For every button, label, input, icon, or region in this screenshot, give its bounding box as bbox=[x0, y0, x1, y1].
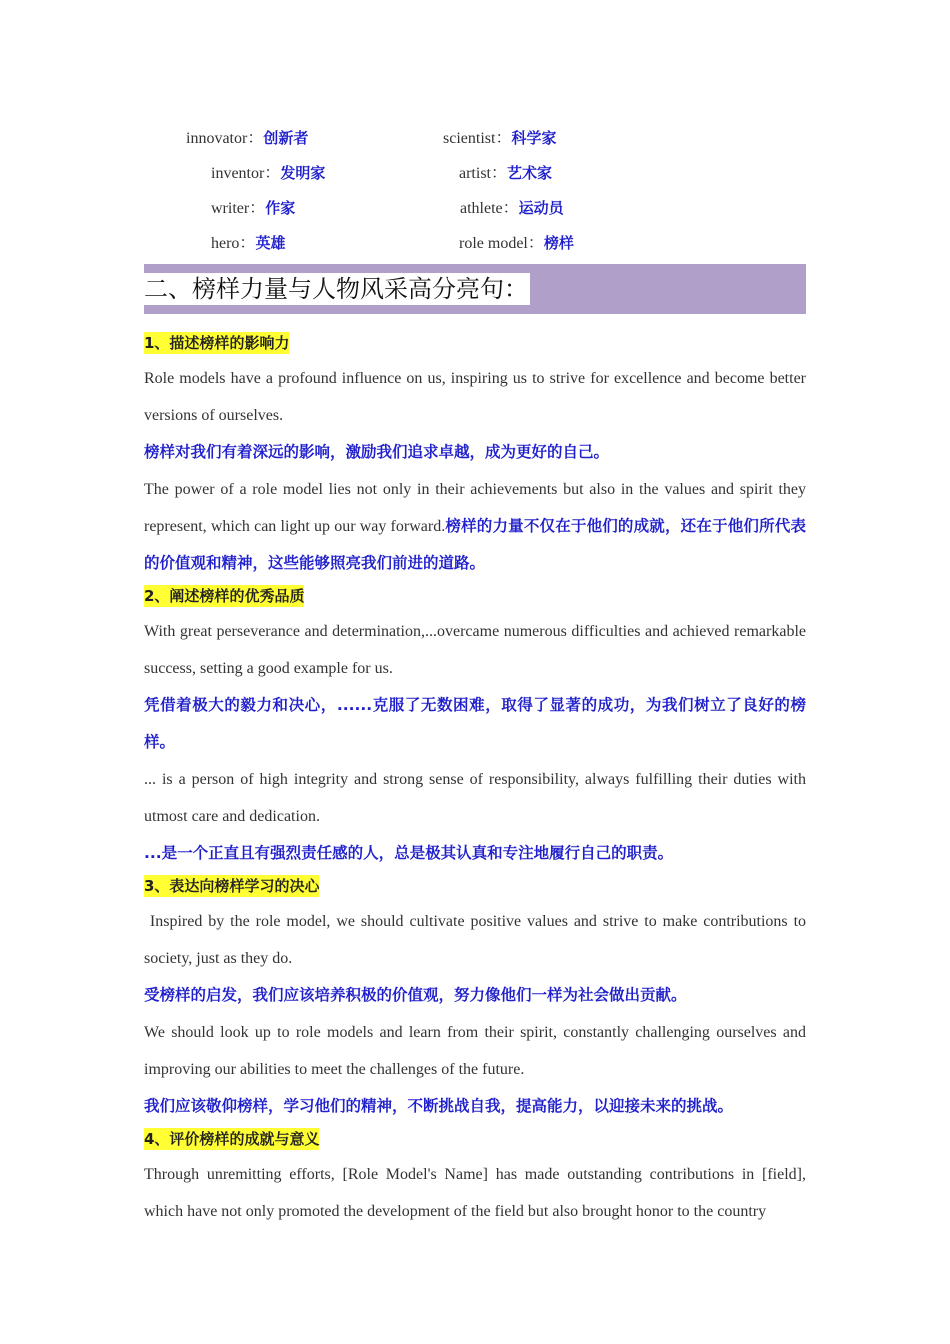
section-1 bbox=[144, 329, 806, 582]
vocab-item-hero bbox=[211, 233, 285, 254]
chinese-translation: 凭借着极大的毅力和决心，......克服了无数困难，取得了显著的成功，为我们树立了良好的榜样。 bbox=[144, 696, 806, 751]
vocab-chinese: 创新者 bbox=[263, 129, 309, 147]
english-sentence: The power of a role model lies not only in their achievements but also in the values and spirit they represent, which can light up our way forward. bbox=[144, 481, 806, 535]
section-title: 二、榜样力量与人物风采高分亮句： bbox=[144, 275, 528, 303]
vocab-english: writer： bbox=[211, 200, 266, 217]
section-2 bbox=[144, 582, 806, 872]
vocab-english: hero： bbox=[211, 235, 256, 252]
vocab-item-inventor bbox=[211, 163, 325, 184]
vocab-item-writer bbox=[211, 198, 295, 219]
english-sentence: Role models have a profound influence on us, inspiring us to strive for excellence and become better versions of ourselves. bbox=[144, 370, 806, 424]
section-heading: 4、评价榜样的成就与意义 bbox=[144, 1130, 320, 1148]
section-4 bbox=[144, 1125, 806, 1230]
section-heading: 1、描述榜样的影响力 bbox=[144, 334, 290, 352]
vocab-chinese: 科学家 bbox=[511, 129, 557, 147]
english-sentence: ... is a person of high integrity and strong sense of responsibility, always fulfilling their duties with utmost care and dedication. bbox=[144, 771, 806, 825]
vocab-chinese: 发明家 bbox=[280, 164, 326, 182]
section-heading: 2、阐述榜样的优秀品质 bbox=[144, 587, 305, 605]
english-sentence: With great perseverance and determination,...overcame numerous difficulties and achieved remarkable success, setting a good example for us. bbox=[144, 623, 806, 677]
chinese-translation: 榜样对我们有着深远的影响，激励我们追求卓越，成为更好的自己。 bbox=[144, 443, 610, 461]
vocab-item-artist bbox=[459, 163, 552, 184]
vocab-english: artist： bbox=[459, 165, 507, 182]
vocab-english: scientist： bbox=[443, 130, 512, 147]
chinese-translation: ...是一个正直且有强烈责任感的人，总是极其认真和专注地履行自己的职责。 bbox=[144, 844, 674, 862]
chinese-translation: 受榜样的启发，我们应该培养积极的价值观，努力像他们一样为社会做出贡献。 bbox=[144, 986, 687, 1004]
vocab-item-innovator bbox=[186, 128, 308, 149]
english-sentence: Inspired by the role model, we should cultivate positive values and strive to make contributions to society, just as they do. bbox=[144, 913, 811, 967]
section-3 bbox=[144, 872, 811, 1125]
section-heading: 3、表达向榜样学习的决心 bbox=[144, 877, 320, 895]
vocab-chinese: 英雄 bbox=[255, 234, 286, 252]
vocab-item-athlete bbox=[460, 198, 564, 219]
vocab-chinese: 榜样 bbox=[543, 234, 574, 252]
chinese-translation: 我们应该敬仰榜样，学习他们的精神，不断挑战自我，提高能力，以迎接未来的挑战。 bbox=[144, 1097, 734, 1115]
vocab-english: role model： bbox=[459, 235, 544, 252]
vocab-item-scientist bbox=[443, 128, 556, 149]
english-sentence-with-translation bbox=[144, 471, 806, 582]
english-sentence: We should look up to role models and learn from their spirit, constantly challenging ourselves and improving our abilities to meet the challenges of the future. bbox=[144, 1024, 806, 1078]
vocab-english: athlete： bbox=[460, 200, 519, 217]
vocab-chinese: 艺术家 bbox=[507, 164, 553, 182]
vocab-item-role-model bbox=[459, 233, 574, 254]
vocab-chinese: 运动员 bbox=[518, 199, 564, 217]
vocab-english: inventor： bbox=[211, 165, 281, 182]
vocab-english: innovator： bbox=[186, 130, 264, 147]
vocab-chinese: 作家 bbox=[265, 199, 296, 217]
content-body bbox=[144, 329, 811, 1230]
chinese-translation: 榜样的力量不仅在于他们的成就，还在于他们所代表的价值观和精神，这些能够照亮我们前进的道路。 bbox=[144, 517, 806, 572]
english-sentence: Through unremitting efforts, [Role Model's Name] has made outstanding contributions in [field], which have not only promoted the development of the field but also brought honor to the country bbox=[144, 1166, 806, 1220]
